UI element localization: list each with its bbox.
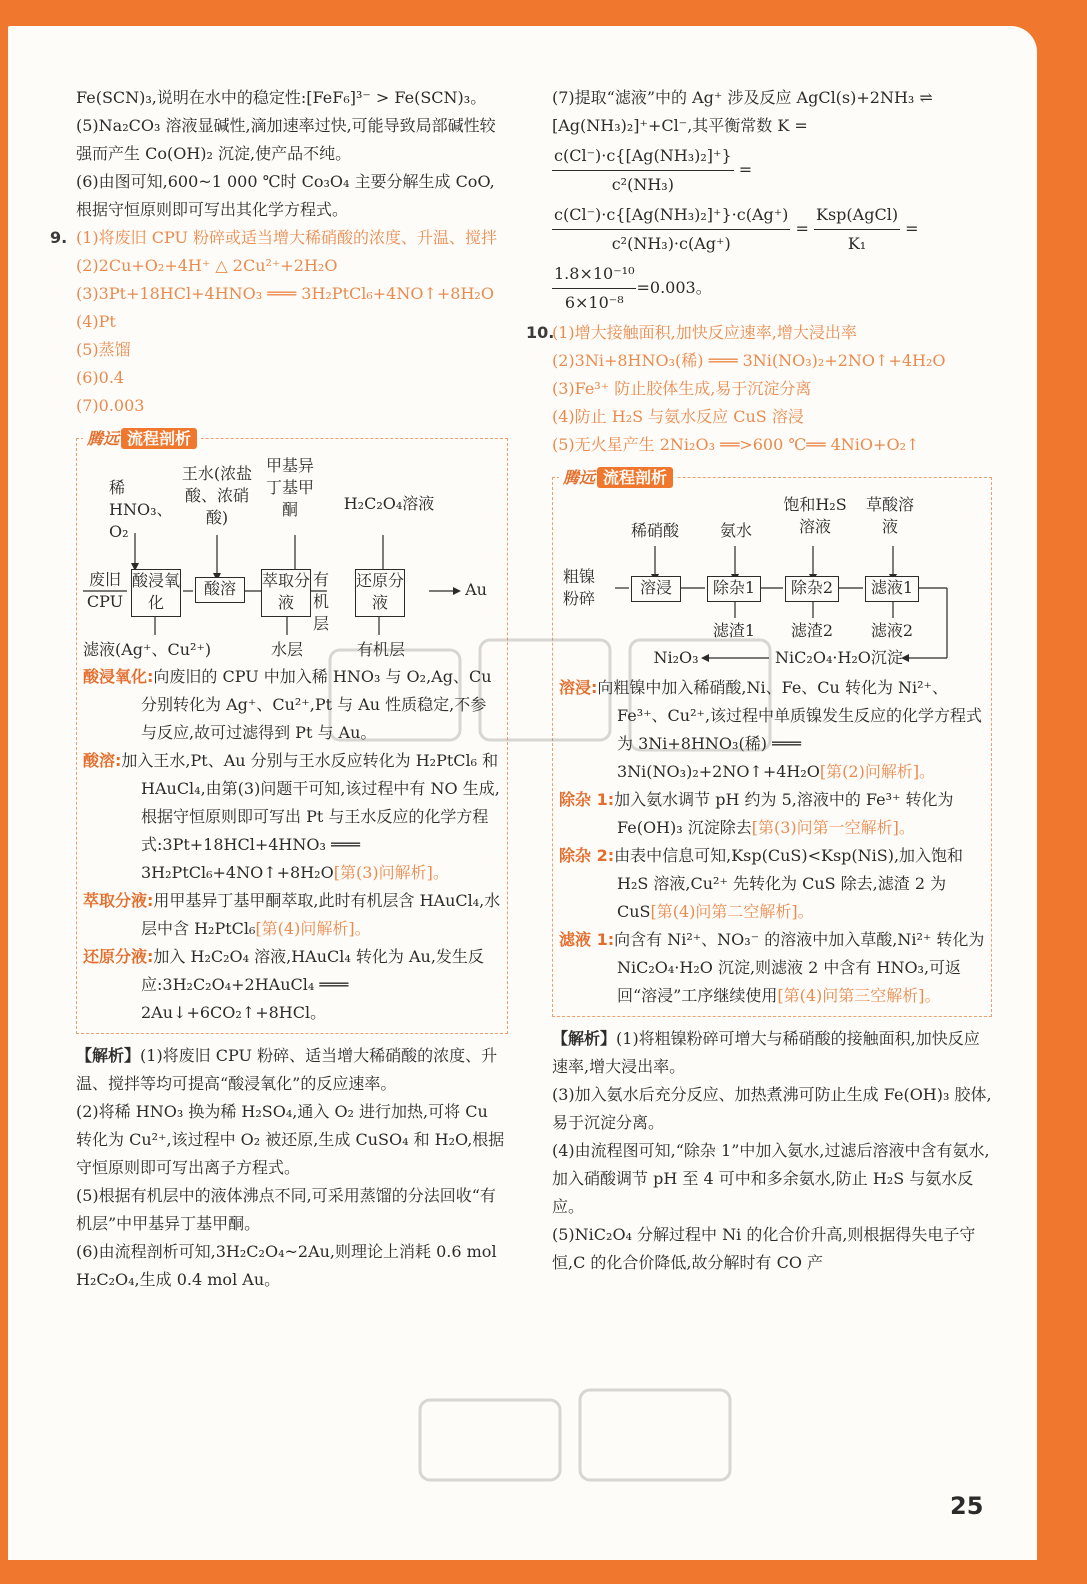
- output-organic-layer: 有机层: [356, 640, 405, 659]
- fraction: $\frac{\text{c(Cl⁻)·c\{[Ag(NH₃)₂]⁺\}}}{\text{c²(NH₃)}}$: [552, 142, 734, 199]
- answer-line: (6)0.4: [76, 368, 125, 387]
- reagent-aqua-regia: 王水(浓盐酸、浓硝酸): [181, 464, 253, 527]
- reagent-mibk: 甲基异丁基甲酮: [265, 456, 314, 519]
- flow-analysis-box: [552, 468, 992, 1017]
- flow-diagram: [83, 456, 501, 663]
- analysis-item: 除杂 2:由表中信息可知,Ksp(CuS)<Ksp(NiS),加入饱和 H₂S 溶液,Cu²⁺ 先转化为 CuS 除去,滤渣 2 为 CuS[第(4)问第二空解析]。: [559, 846, 964, 921]
- output-water-layer: 水层: [270, 640, 303, 659]
- step-reduce: 还原分液: [355, 569, 405, 617]
- q9-number: 9.: [50, 228, 68, 247]
- reagent-h2s: 饱和H₂S溶液: [783, 495, 847, 536]
- answer-line: (2)2Cu+O₂+4H⁺ △ 2Cu²⁺+2H₂O: [76, 256, 338, 275]
- answer-line: (2)3Ni+8HNO₃(稀) ═══ 3Ni(NO₃)₂+2NO↑+4H₂O: [552, 351, 946, 370]
- solution-paragraph: 【解析】(1)将粗镍粉碎可增大与稀硝酸的接触面积,加快反应速率,增大浸出率。: [552, 1029, 980, 1076]
- solution-paragraph: (3)加入氨水后充分反应、加热煮沸可防止生成 Fe(OH)₃ 胶体,易于沉淀分离。: [552, 1085, 992, 1132]
- output-filtrate-2: 滤液2: [870, 621, 914, 640]
- step-acid-dissolve: 酸溶: [195, 577, 245, 603]
- analysis-item: 酸溶:加入王水,Pt、Au 分别与王水反应转化为 H₂PtCl₆ 和 HAuCl₄,由第(3)问题干可知,该过程中有 NO 生成,根据守恒原则即可写出 Pt 与王水反应的化学方程式:3Pt+18HCl+4HNO₃ ═══ 3H₂PtCl₆+4NO↑+8H₂O[第(3)问解析]。: [83, 751, 500, 882]
- analysis-item: 滤液 1:向含有 Ni²⁺、NO₃⁻ 的溶液中加入草酸,Ni²⁺ 转化为 NiC₂O₄·H₂O 沉淀,则滤液 2 中含有 HNO₃,可返回“溶浸”工序继续使用[第(4)问第三空解析]。: [559, 930, 985, 1005]
- answer-line: (3)Fe³⁺ 防止胶体生成,易于沉淀分离: [552, 379, 812, 398]
- answer-line: (5)无火星产生 2Ni₂O₃ ══>600 ℃══ 4NiO+O₂↑: [552, 435, 920, 454]
- equilibrium-result: $\frac{\text{1.8×10⁻¹⁰}}{\text{6×10⁻⁸}}$ =0.003。: [552, 260, 992, 317]
- fraction: $\frac{\text{Ksp(AgCl)}}{\text{K₁}}$: [814, 201, 900, 258]
- answer-line: (1)增大接触面积,加快反应速率,增大浸出率: [552, 323, 857, 342]
- organic-layer-label: 有机层: [312, 570, 329, 633]
- solution-paragraph: 【解析】(1)将废旧 CPU 粉碎、适当增大稀硝酸的浓度、升温、搅拌等均可提高“酸浸氧化”的反应速率。: [76, 1046, 498, 1093]
- reagent-dilute-hno3: 稀硝酸: [630, 521, 679, 540]
- analysis-item: 除杂 1:加入氨水调节 pH 约为 5,溶液中的 Fe³⁺ 转化为 Fe(OH)₃ 沉淀除去[第(3)问第一空解析]。: [559, 790, 954, 837]
- reagent-oxalic: 草酸溶液: [865, 495, 914, 536]
- text-line: Fe(SCN)₃,说明在水中的稳定性:[FeF₆]³⁻ > Fe(SCN)₃。: [76, 88, 487, 107]
- flow-analysis-box: [76, 429, 508, 1034]
- q10-number: 10.: [526, 323, 555, 342]
- step-extract: 萃取分液: [261, 569, 311, 617]
- text-line: (5)Na₂CO₃ 溶液显碱性,滴加速率过快,可能导致局部碱性较强而产生 Co(OH)₂ 沉淀,使产品不纯。: [76, 116, 496, 163]
- step-purify-1: 除杂1: [707, 576, 761, 602]
- q7-intro: (7)提取“滤液”中的 Ag⁺ 涉及反应 AgCl(s)+2NH₃ ⇌ [Ag(NH₃)₂]⁺+Cl⁻,其平衡常数 K =: [552, 88, 933, 135]
- product-nickel-oxalate: NiC₂O₄·H₂O沉淀: [775, 648, 903, 667]
- step-filtrate-1: 滤液1: [865, 576, 919, 602]
- analysis-item: 酸浸氧化:向废旧的 CPU 中加入稀 HNO₃ 与 O₂,Ag、Cu 分别转化为 Ag⁺、Cu²⁺,Pt 与 Au 性质稳定,不参与反应,故可过滤得到 Pt 与 Au。: [83, 667, 492, 742]
- solution-paragraph: (5)根据有机层中的液体沸点不同,可采用蒸馏的分法回收“有机层”中甲基异丁基甲酮。: [76, 1186, 496, 1233]
- solution-paragraph: (5)NiC₂O₄ 分解过程中 Ni 的化合价升高,则根据得失电子守恒,C 的化合价降低,故分解时有 CO 产: [552, 1225, 976, 1272]
- text-line: (6)由图可知,600~1 000 ℃时 Co₃O₄ 主要分解生成 CoO,根据守恒原则即可写出其化学方程式。: [76, 172, 495, 219]
- q10-answers: [526, 319, 992, 459]
- analysis-item: 萃取分液:用甲基异丁基甲酮萃取,此时有机层含 HAuCl₄,水层中含 H₂PtCl₆[第(4)问解析]。: [83, 891, 501, 938]
- output-residue-1: 滤渣1: [712, 621, 756, 640]
- box-tag: 流程剖析: [597, 467, 673, 488]
- reagent-ammonia: 氨水: [719, 521, 752, 540]
- reagent-hno3-o2: 稀HNO₃、O₂: [109, 478, 173, 541]
- step-acid-leach: 酸浸氧化: [131, 569, 181, 617]
- step-purify-2: 除杂2: [785, 576, 839, 602]
- equilibrium-fraction: $\frac{\text{c(Cl⁻)·c\{[Ag(NH₃)₂]⁺\}}}{\text{c²(NH₃)}}$ =: [552, 142, 992, 199]
- answer-line: (7)0.003: [76, 396, 145, 415]
- fraction: $\frac{\text{1.8×10⁻¹⁰}}{\text{6×10⁻⁸}}$: [552, 260, 636, 317]
- box-title: [83, 425, 201, 453]
- left-column: [50, 84, 508, 1294]
- right-column: [526, 84, 992, 1277]
- answer-line: (5)蒸馏: [76, 340, 131, 359]
- brand-label: 腾远: [87, 429, 120, 448]
- start-crude-nickel: 粗镍粉碎: [562, 567, 595, 608]
- flow-diagram: [559, 495, 985, 674]
- reagent-oxalic-acid: H₂C₂O₄溶液: [343, 494, 435, 513]
- analysis-item: 溶浸:向粗镍中加入稀硝酸,Ni、Fe、Cu 转化为 Ni²⁺、Fe³⁺、Cu²⁺,该过程中单质镍发生反应的化学方程式为 3Ni+8HNO₃(稀) ═══ 3Ni(NO₃)₂+2NO↑+4H₂O[第(2)问解析]。: [559, 678, 983, 781]
- answer-line: (1)将废旧 CPU 粉碎或适当增大稀硝酸的浓度、升温、搅拌: [76, 228, 498, 247]
- product-ni2o3: Ni₂O₃: [653, 648, 699, 667]
- fraction: $\frac{\text{c(Cl⁻)·c\{[Ag(NH₃)₂]⁺\}·c(Ag⁺)}}{\text{c²(NH₃)·c(Ag⁺)}}$: [552, 201, 790, 258]
- solution-paragraph: (2)将稀 HNO₃ 换为稀 H₂SO₄,通入 O₂ 进行加热,可将 Cu 转化为 Cu²⁺,该过程中 O₂ 被还原,生成 CuSO₄ 和 H₂O,根据守恒原则即可写出离子方程式。: [76, 1102, 505, 1177]
- output-residue-2: 滤渣2: [790, 621, 834, 640]
- output-filtrate: 滤液(Ag⁺、Cu²⁺): [83, 640, 212, 659]
- q9-answers: [50, 224, 508, 420]
- solution-paragraph: (4)由流程图可知,“除杂 1”中加入氨水,过滤后溶液中含有氨水,加入硝酸调节 pH 至 4 可中和多余氨水,防止 H₂S 与氨水反应。: [552, 1141, 990, 1216]
- answer-line: (4)防止 H₂S 与氨水反应 CuS 溶浸: [552, 407, 804, 426]
- analysis-item: 还原分液:加入 H₂C₂O₄ 溶液,HAuCl₄ 转化为 Au,发生反应:3H₂C₂O₄+2HAuCl₄ ═══ 2Au↓+6CO₂↑+8HCl。: [83, 947, 484, 1022]
- brand-label: 腾远: [563, 468, 596, 487]
- step-leach: 溶浸: [631, 576, 681, 602]
- solution-paragraph: (6)由流程剖析可知,3H₂C₂O₄~2Au,则理论上消耗 0.6 mol H₂C₂O₄,生成 0.4 mol Au。: [76, 1242, 497, 1289]
- page-number: 25: [950, 1492, 984, 1520]
- equilibrium-fraction-2: $\frac{\text{c(Cl⁻)·c\{[Ag(NH₃)₂]⁺\}·c(Ag⁺)}}{\text{c²(NH₃)·c(Ag⁺)}}$ = $\frac{\text{Ksp(AgCl)}}{\text{K₁}}$ =: [552, 201, 992, 258]
- answer-line: (4)Pt: [76, 312, 116, 331]
- box-title: [559, 464, 677, 492]
- answer-line: (3)3Pt+18HCl+4HNO₃ ═══ 3H₂PtCl₆+4NO↑+8H₂O: [76, 284, 494, 303]
- start-cpu: 废旧CPU: [86, 570, 124, 611]
- box-tag: 流程剖析: [121, 428, 197, 449]
- product-au: Au: [465, 580, 487, 599]
